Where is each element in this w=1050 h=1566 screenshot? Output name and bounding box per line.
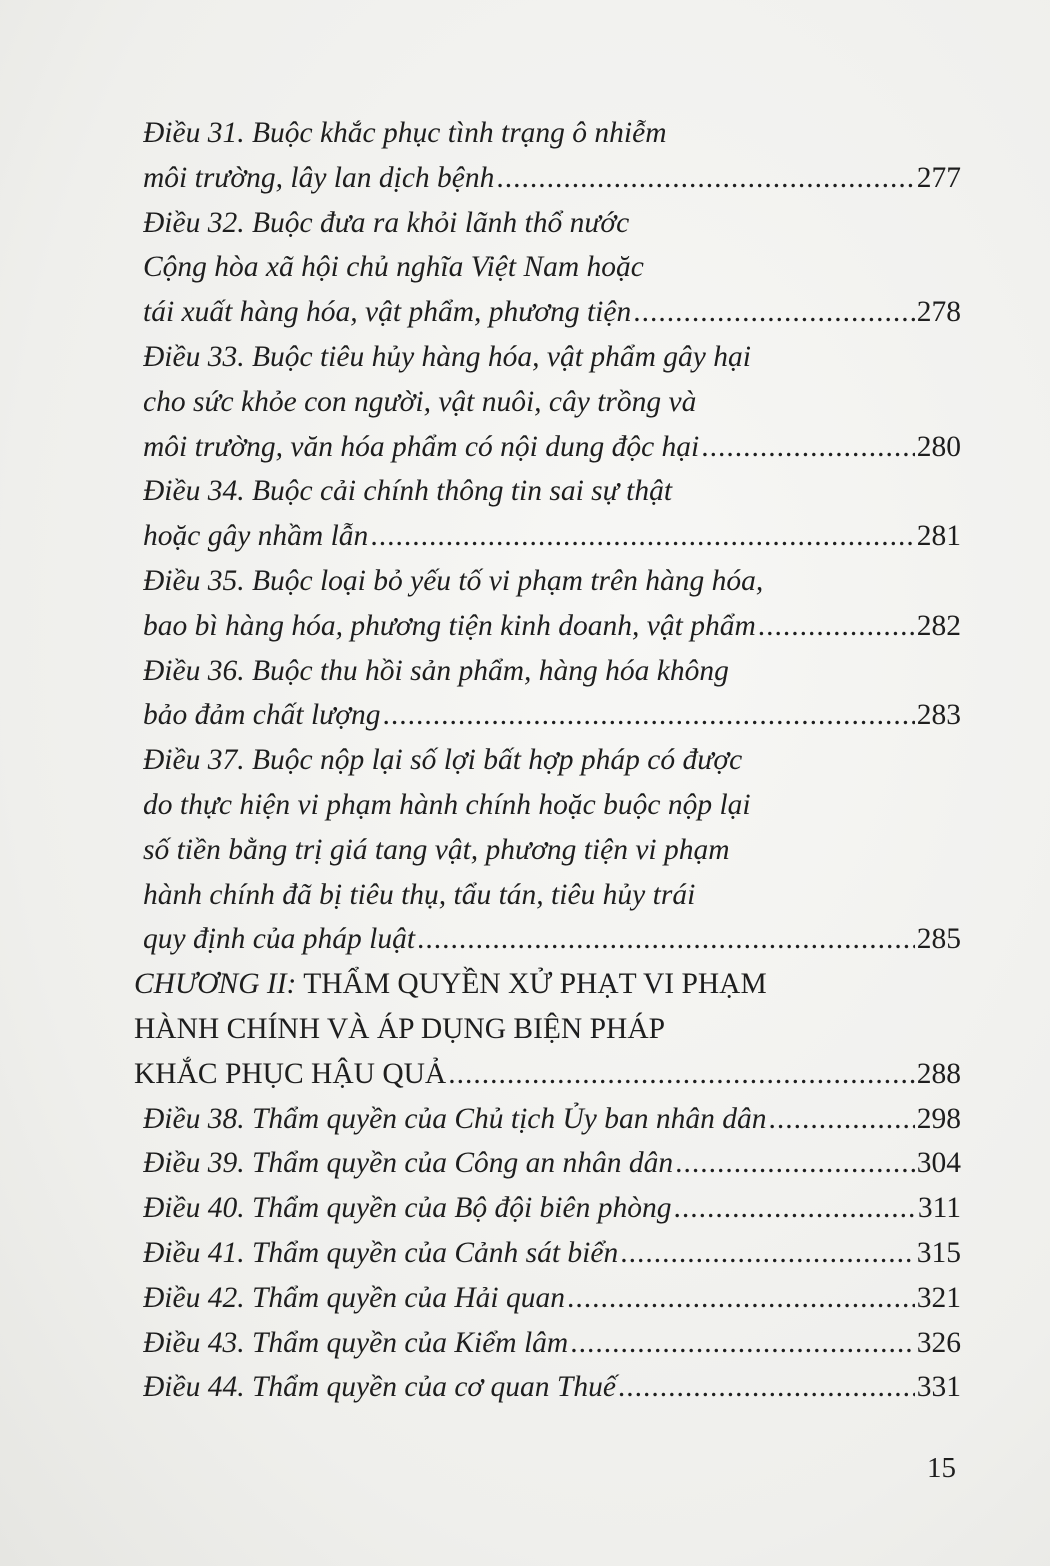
toc-line [143, 917, 961, 962]
toc-entry-text: bảo đảm chất lượng [143, 699, 381, 732]
dot-leader [769, 1097, 915, 1142]
toc-page-number: 278 [916, 296, 961, 329]
toc-entry-text: Điều 32. Buộc đưa ra khỏi lãnh thổ nước [143, 206, 630, 239]
toc-entry-text: Điều 33. Buộc tiêu hủy hàng hóa, vật phẩm gây hại [143, 340, 751, 373]
toc-line [143, 1231, 961, 1276]
toc-entry-text: Điều 43. Thẩm quyền của Kiểm lâm [143, 1326, 569, 1359]
toc-line [143, 1186, 961, 1231]
toc-line [143, 783, 961, 828]
toc-page-number: 282 [916, 609, 961, 642]
toc-line [143, 828, 961, 873]
toc-entry-text: Điều 38. Thẩm quyền của Chủ tịch Ủy ban nhân dân [143, 1102, 767, 1135]
dot-leader [620, 1231, 915, 1276]
toc-line [143, 469, 961, 514]
chapter-heading-line [134, 962, 961, 1007]
toc-page-number: 298 [916, 1102, 961, 1135]
toc-page-number: 285 [916, 923, 961, 956]
toc-line [143, 380, 961, 425]
chapter-title-line2: HÀNH CHÍNH VÀ ÁP DỤNG BIỆN PHÁP [134, 1012, 666, 1045]
toc-entry-text: tái xuất hàng hóa, vật phẩm, phương tiện [143, 296, 632, 329]
dot-leader [417, 917, 915, 962]
chapter-heading-line [134, 1052, 961, 1097]
toc-line [143, 335, 961, 380]
toc-entry-text: Cộng hòa xã hội chủ nghĩa Việt Nam hoặc [143, 251, 644, 284]
toc-page-number: 326 [916, 1326, 961, 1359]
dot-leader [701, 425, 915, 470]
toc-page-number: 281 [916, 520, 961, 553]
toc-entry-text: Điều 34. Buộc cải chính thông tin sai sự thật [143, 475, 673, 508]
toc-line [143, 1276, 961, 1321]
toc-line [143, 156, 961, 201]
toc-entry-text: Điều 39. Thẩm quyền của Công an nhân dân [143, 1147, 674, 1180]
toc-entry-text: hoặc gây nhầm lẫn [143, 520, 369, 553]
toc-entry-text: hành chính đã bị tiêu thụ, tẩu tán, tiêu hủy trái [143, 878, 696, 911]
chapter-label: CHƯƠNG II: [134, 968, 297, 1001]
toc-line [143, 290, 961, 335]
toc-line [143, 873, 961, 918]
toc-page-number: 311 [917, 1192, 961, 1225]
dot-leader [758, 604, 915, 649]
toc-entry-text: Điều 42. Thẩm quyền của Hải quan [143, 1281, 565, 1314]
toc-line [143, 1321, 961, 1366]
toc-line [143, 693, 961, 738]
toc-line [143, 1365, 961, 1410]
toc-page-number: 315 [916, 1236, 961, 1269]
dot-leader [370, 514, 914, 559]
toc-entry-text: Điều 44. Thẩm quyền của cơ quan Thuế [143, 1371, 616, 1404]
toc-line [143, 649, 961, 694]
toc-entry-text: quy định của pháp luật [143, 923, 416, 956]
toc-page-number: 280 [916, 430, 961, 463]
toc-line [143, 514, 961, 559]
toc-entry-text: môi trường, lây lan dịch bệnh [143, 161, 495, 194]
dot-leader [567, 1276, 915, 1321]
table-of-contents [134, 111, 961, 1410]
toc-entry-text: bao bì hàng hóa, phương tiện kinh doanh, vật phẩm [143, 609, 756, 642]
toc-line [143, 559, 961, 604]
dot-leader [448, 1052, 915, 1097]
toc-entry-text: Điều 40. Thẩm quyền của Bộ đội biên phòng [143, 1192, 672, 1225]
chapter-heading-line [134, 1007, 961, 1052]
dot-leader [570, 1321, 915, 1366]
toc-entry-text: môi trường, văn hóa phẩm có nội dung độc hại [143, 430, 700, 463]
toc-page-number: 321 [916, 1281, 961, 1314]
dot-leader [633, 290, 915, 335]
toc-line [143, 1141, 961, 1186]
toc-page-number: 304 [916, 1147, 961, 1180]
toc-page-number: 283 [916, 699, 961, 732]
dot-leader [618, 1365, 915, 1410]
toc-line [143, 111, 961, 156]
toc-entry-text: cho sức khỏe con người, vật nuôi, cây trồng và [143, 385, 697, 418]
toc-line [143, 604, 961, 649]
toc-page-number: 288 [916, 1057, 961, 1090]
toc-entry-text: Điều 31. Buộc khắc phục tình trạng ô nhiễm [143, 117, 667, 149]
toc-line [143, 245, 961, 290]
page-number: 15 [927, 1452, 956, 1484]
toc-entry-text: số tiền bằng trị giá tang vật, phương tiện vi phạm [143, 833, 730, 866]
dot-leader [383, 693, 915, 738]
toc-page-number: 277 [916, 161, 961, 194]
toc-line [143, 201, 961, 246]
toc-line [143, 425, 961, 470]
toc-line [143, 738, 961, 783]
toc-entry-text: do thực hiện vi phạm hành chính hoặc buộc nộp lại [143, 788, 751, 821]
chapter-title-line1: THẨM QUYỀN XỬ PHẠT VI PHẠM [303, 968, 767, 1001]
toc-entry-text: Điều 35. Buộc loại bỏ yếu tố vi phạm trên hàng hóa, [143, 564, 764, 597]
toc-entry-text: Điều 41. Thẩm quyền của Cảnh sát biển [143, 1236, 619, 1269]
toc-line [143, 1097, 961, 1142]
dot-leader [675, 1141, 915, 1186]
chapter-title-line3: KHẮC PHỤC HẬU QUẢ [134, 1057, 447, 1090]
dot-leader [496, 156, 914, 201]
toc-entry-text: Điều 36. Buộc thu hồi sản phẩm, hàng hóa không [143, 654, 729, 687]
toc-page-number: 331 [916, 1371, 961, 1404]
dot-leader [673, 1186, 915, 1231]
toc-entry-text: Điều 37. Buộc nộp lại số lợi bất hợp pháp có được [143, 744, 743, 777]
